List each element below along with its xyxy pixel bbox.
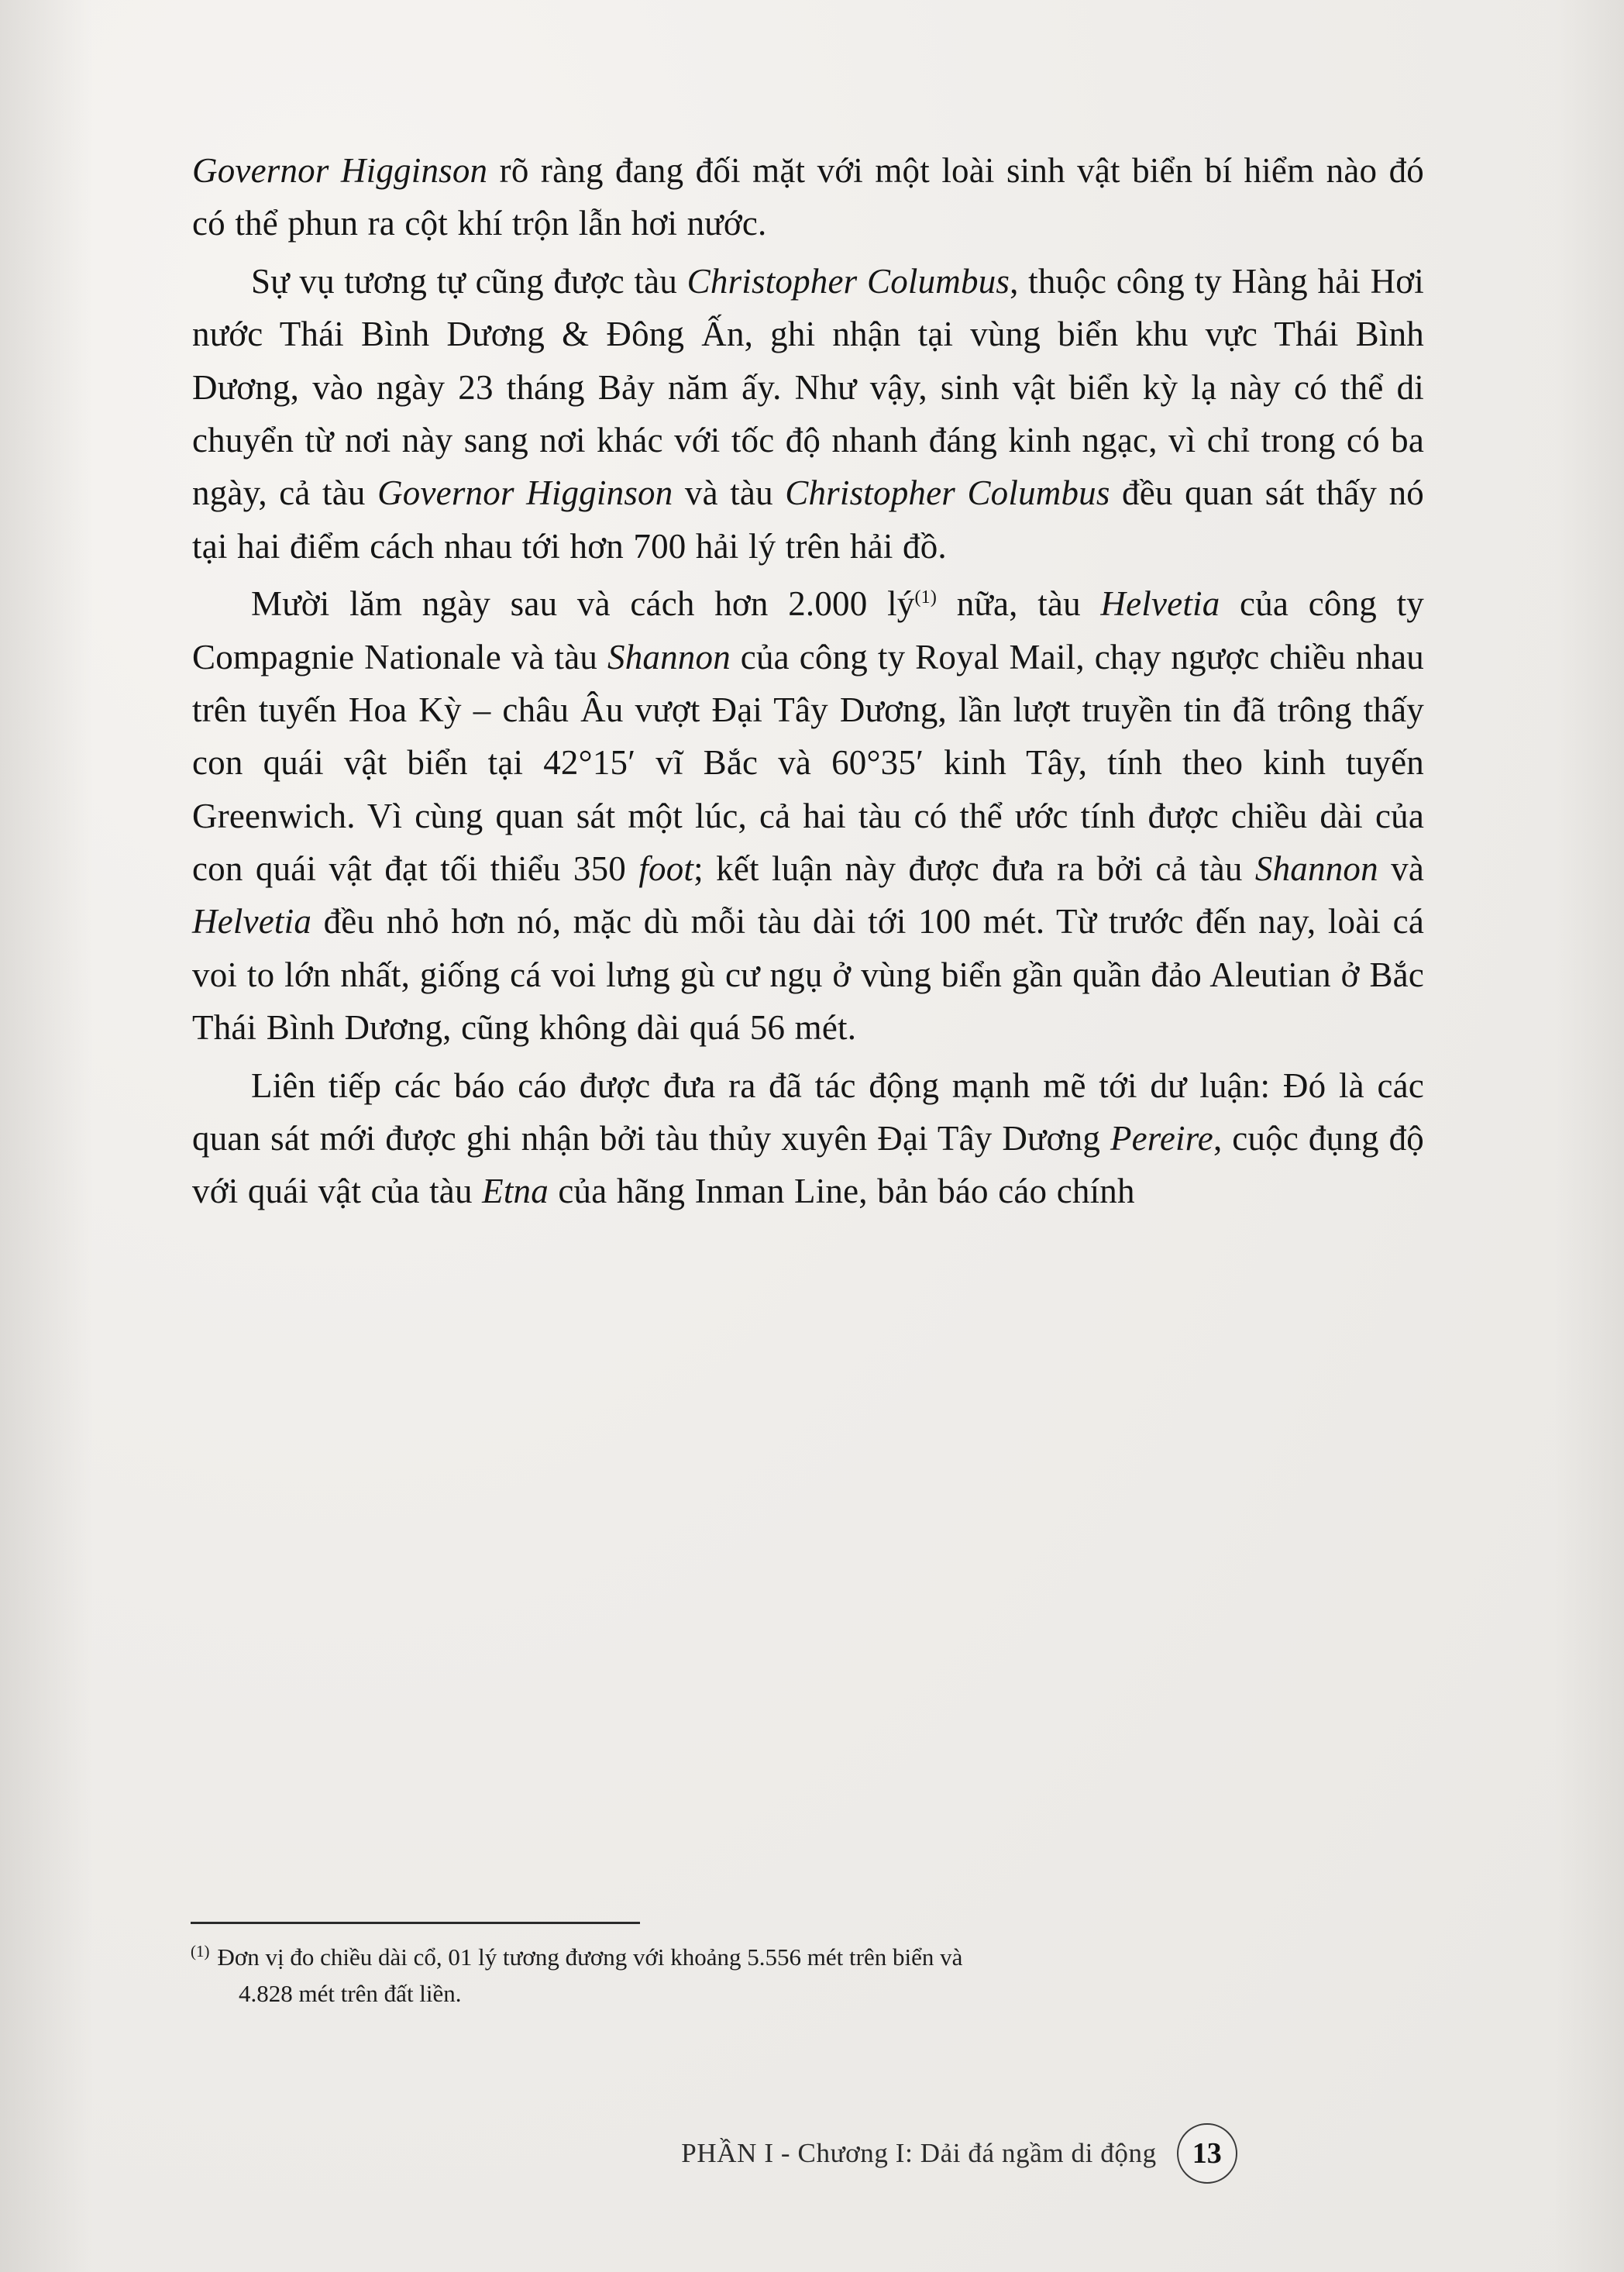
- footnote-area: [184, 1922, 1424, 2012]
- ship-name-christopher-columbus-1: Christopher Columbus: [686, 261, 1010, 301]
- paragraph-3: [192, 577, 1424, 1055]
- paragraph-3-text-a: Mười lăm ngày sau và cách hơn 2.000 lý: [251, 584, 915, 624]
- footnote-line-2: 4.828 mét trên đất liền.: [239, 1979, 462, 2007]
- paragraph-3-text-b: nữa, tàu: [937, 584, 1101, 624]
- paragraph-1: [192, 144, 1424, 250]
- paragraph-4-text-a: Liên tiếp các báo cáo được đưa ra đã tác động mạnh mẽ tới dư luận: Đó là các quan sát mới được ghi nhận bởi tàu thủy xuyên Đại Tây Dương: [192, 1065, 1424, 1158]
- page-footer: [0, 2123, 1624, 2184]
- footer-chapter-title: PHẦN I - Chương I: Dải đá ngầm di động: [681, 2138, 1157, 2168]
- paragraph-2: [192, 255, 1424, 573]
- page-number: 13: [1177, 2123, 1237, 2184]
- paragraph-2-text-b: , thuộc công ty Hàng hải Hơi nước Thái Bình Dương & Đông Ấn, ghi nhận tại vùng biển khu vực Thái Bình Dương, vào ngày 23 tháng Bảy năm ấy. Như vậy, sinh vật biển kỳ lạ này có thể di chuyển từ nơi này sang nơi khác với tốc độ nhanh đáng kinh ngạc, vì chỉ trong có ba ngày, cả tàu: [192, 261, 1425, 513]
- paragraph-3-text-g: đều nhỏ hơn nó, mặc dù mỗi tàu dài tới 100 mét. Từ trước đến nay, loài cá voi to lớn nhất, giống cá voi lưng gù cư ngụ ở vùng biển gần quần đảo Aleutian ở Bắc Thái Bình Dương, cũng không dài quá 56 mét.: [192, 902, 1424, 1048]
- paragraph-1-text: rõ ràng đang đối mặt với một loài sinh vật biển bí hiểm nào đó có thể phun ra cột khí trộn lẫn hơi nước.: [192, 151, 1424, 243]
- ship-name-shannon-2: Shannon: [1254, 849, 1378, 889]
- paragraph-4-text-b: , cuộc đụng độ với quái vật của tàu: [192, 1119, 1425, 1211]
- paragraph-2-text-a: Sự vụ tương tự cũng được tàu: [251, 261, 687, 301]
- paragraph-3-text-c: của công ty Compagnie Nationale và tàu: [192, 584, 1424, 676]
- ship-name-etna: Etna: [482, 1172, 549, 1211]
- ship-name-christopher-columbus-2: Christopher Columbus: [785, 473, 1110, 513]
- paragraph-3-text-e: ; kết luận này được đưa ra bởi cả tàu: [693, 849, 1255, 889]
- ship-name-governor-higginson-2: Governor Higginson: [377, 473, 673, 513]
- footnote-line-1: Đơn vị đo chiều dài cổ, 01 lý tương đương với khoảng 5.556 mét trên biển và: [217, 1943, 963, 1971]
- footnote-marker: (1): [191, 1941, 210, 1960]
- page-body-text: [192, 144, 1424, 1223]
- paragraph-4-text-c: của hãng Inman Line, bản báo cáo chính: [548, 1172, 1135, 1211]
- ship-name-shannon-1: Shannon: [607, 637, 731, 676]
- ship-name-governor-higginson: Governor Higginson: [192, 151, 488, 190]
- ship-name-helvetia-2: Helvetia: [192, 902, 312, 942]
- paragraph-2-text-d: đều quan sát thấy nó tại hai điểm cách nhau tới hơn 700 hải lý trên hải đồ.: [192, 473, 1424, 566]
- footnote-separator-rule: [191, 1922, 640, 1924]
- paragraph-3-text-f: và: [1378, 849, 1424, 889]
- paragraph-4: [192, 1059, 1424, 1218]
- ship-name-pereire: Pereire: [1110, 1119, 1213, 1158]
- paragraph-3-text-d: của công ty Royal Mail, chạy ngược chiều nhau trên tuyến Hoa Kỳ – châu Âu vượt Đại Tây Dương, lần lượt truyền tin đã trông thấy con quái vật biển tại 42°15′ vĩ Bắc và 60°35′ kinh Tây, tính theo kinh tuyến Greenwich. Vì cùng quan sát một lúc, cả hai tàu có thể ước tính được chiều dài của con quái vật đạt tối thiểu 350: [192, 637, 1424, 889]
- ship-name-helvetia-1: Helvetia: [1100, 584, 1220, 624]
- paragraph-2-text-c: và tàu: [673, 473, 786, 513]
- unit-foot: foot: [638, 849, 694, 889]
- footnote-reference-1[interactable]: (1): [914, 587, 938, 608]
- footnote-1: [184, 1940, 1424, 2012]
